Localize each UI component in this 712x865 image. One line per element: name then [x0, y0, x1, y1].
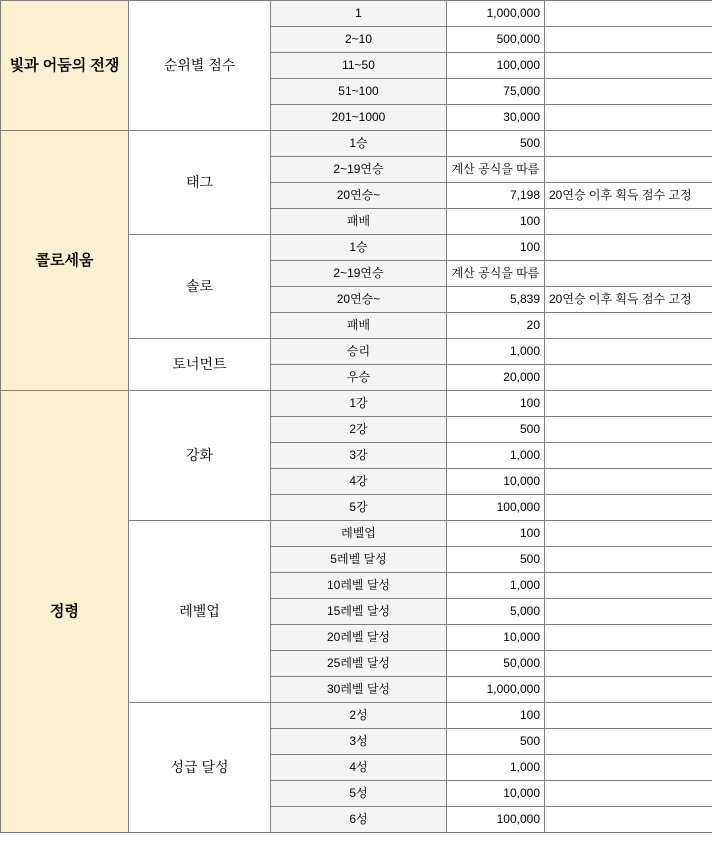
note-spacer	[545, 391, 712, 417]
item-cell: 10레벨 달성	[271, 573, 447, 599]
item-cell: 4강	[271, 469, 447, 495]
value-cell: 500,000	[447, 27, 545, 53]
table-row	[1, 131, 712, 157]
item-cell: 5성	[271, 781, 447, 807]
value-cell: 500	[447, 729, 545, 755]
value-cell: 100	[447, 235, 545, 261]
note-spacer	[545, 547, 712, 573]
item-cell: 11~50	[271, 53, 447, 79]
note-spacer	[545, 339, 712, 365]
note-spacer	[545, 313, 712, 339]
value-cell: 100	[447, 391, 545, 417]
subcategory-cell: 성급 달성	[129, 703, 271, 833]
note-spacer	[545, 495, 712, 521]
category-cell: 정령	[1, 391, 129, 833]
item-cell: 5강	[271, 495, 447, 521]
value-cell: 1,000,000	[447, 677, 545, 703]
subcategory-cell: 강화	[129, 391, 271, 521]
note-spacer	[545, 417, 712, 443]
item-cell: 패배	[271, 209, 447, 235]
table-row	[1, 1, 712, 27]
item-cell: 2성	[271, 703, 447, 729]
value-cell: 계산 공식을 따름	[447, 157, 545, 183]
table-row	[1, 391, 712, 417]
value-cell: 100	[447, 521, 545, 547]
note-spacer	[545, 1, 712, 27]
note-spacer	[545, 573, 712, 599]
value-cell: 1,000	[447, 573, 545, 599]
item-cell: 20연승~	[271, 183, 447, 209]
note-spacer	[545, 469, 712, 495]
score-table-body	[1, 1, 712, 833]
note-spacer	[545, 365, 712, 391]
item-cell: 2~10	[271, 27, 447, 53]
value-cell: 100	[447, 703, 545, 729]
item-cell: 패배	[271, 313, 447, 339]
note-spacer	[545, 105, 712, 131]
item-cell: 25레벨 달성	[271, 651, 447, 677]
note-spacer	[545, 209, 712, 235]
note-spacer	[545, 53, 712, 79]
note-spacer	[545, 625, 712, 651]
value-cell: 30,000	[447, 105, 545, 131]
note-spacer	[545, 235, 712, 261]
item-cell: 201~1000	[271, 105, 447, 131]
value-cell: 500	[447, 131, 545, 157]
value-cell: 100,000	[447, 807, 545, 833]
value-cell: 20,000	[447, 365, 545, 391]
item-cell: 4성	[271, 755, 447, 781]
item-cell: 2강	[271, 417, 447, 443]
item-cell: 1	[271, 1, 447, 27]
note-spacer	[545, 651, 712, 677]
value-cell: 500	[447, 547, 545, 573]
value-cell: 1,000	[447, 755, 545, 781]
value-cell: 10,000	[447, 625, 545, 651]
value-cell: 50,000	[447, 651, 545, 677]
item-cell: 2~19연승	[271, 157, 447, 183]
value-cell: 100,000	[447, 53, 545, 79]
item-cell: 15레벨 달성	[271, 599, 447, 625]
value-cell: 100	[447, 209, 545, 235]
note-spacer	[545, 443, 712, 469]
subcategory-cell: 태그	[129, 131, 271, 235]
subcategory-cell: 레벨업	[129, 521, 271, 703]
subcategory-cell: 토너먼트	[129, 339, 271, 391]
value-cell: 1,000	[447, 443, 545, 469]
category-cell: 콜로세움	[1, 131, 129, 391]
note-spacer	[545, 261, 712, 287]
item-cell: 5레벨 달성	[271, 547, 447, 573]
note-cell: 20연승 이후 획득 점수 고정	[545, 287, 712, 313]
subcategory-cell: 순위별 점수	[129, 1, 271, 131]
note-spacer	[545, 703, 712, 729]
value-cell: 계산 공식을 따름	[447, 261, 545, 287]
item-cell: 3성	[271, 729, 447, 755]
value-cell: 100,000	[447, 495, 545, 521]
item-cell: 레벨업	[271, 521, 447, 547]
value-cell: 5,839	[447, 287, 545, 313]
item-cell: 1승	[271, 235, 447, 261]
value-cell: 20	[447, 313, 545, 339]
item-cell: 1승	[271, 131, 447, 157]
item-cell: 20연승~	[271, 287, 447, 313]
value-cell: 5,000	[447, 599, 545, 625]
value-cell: 1,000	[447, 339, 545, 365]
value-cell: 75,000	[447, 79, 545, 105]
note-spacer	[545, 807, 712, 833]
note-spacer	[545, 157, 712, 183]
subcategory-cell: 솔로	[129, 235, 271, 339]
category-cell: 빛과 어둠의 전쟁	[1, 1, 129, 131]
note-spacer	[545, 677, 712, 703]
item-cell: 승리	[271, 339, 447, 365]
item-cell: 20레벨 달성	[271, 625, 447, 651]
item-cell: 우승	[271, 365, 447, 391]
note-spacer	[545, 27, 712, 53]
item-cell: 2~19연승	[271, 261, 447, 287]
item-cell: 1강	[271, 391, 447, 417]
value-cell: 10,000	[447, 469, 545, 495]
item-cell: 30레벨 달성	[271, 677, 447, 703]
item-cell: 3강	[271, 443, 447, 469]
note-cell: 20연승 이후 획득 점수 고정	[545, 183, 712, 209]
value-cell: 1,000,000	[447, 1, 545, 27]
note-spacer	[545, 79, 712, 105]
item-cell: 51~100	[271, 79, 447, 105]
value-cell: 10,000	[447, 781, 545, 807]
item-cell: 6성	[271, 807, 447, 833]
note-spacer	[545, 781, 712, 807]
value-cell: 500	[447, 417, 545, 443]
note-spacer	[545, 521, 712, 547]
note-spacer	[545, 755, 712, 781]
note-spacer	[545, 131, 712, 157]
note-spacer	[545, 729, 712, 755]
value-cell: 7,198	[447, 183, 545, 209]
note-spacer	[545, 599, 712, 625]
